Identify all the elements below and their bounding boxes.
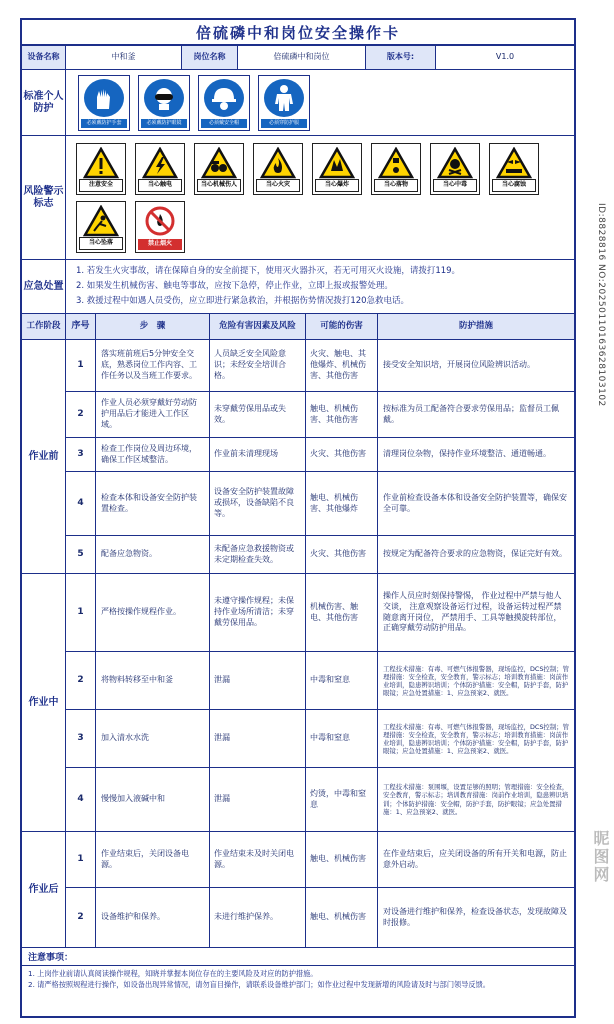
helmet-icon — [204, 79, 244, 117]
risk-sign — [312, 143, 362, 195]
electric-icon — [142, 147, 178, 179]
table-row — [66, 340, 574, 392]
row-hazard: 人员缺乏安全风险意识；未经安全培训合格。 — [210, 340, 306, 391]
risk-sign — [76, 201, 126, 253]
risk-caption: 当心爆炸 — [315, 179, 359, 191]
post-label: 岗位名称 — [182, 46, 238, 69]
row-hazard: 作业结束未及时关闭电源。 — [210, 832, 306, 887]
row-injury: 中毒和窒息 — [306, 710, 378, 767]
row-injury: 触电、机械伤害 — [306, 832, 378, 887]
row-injury: 触电、机械伤害、其他伤害 — [306, 392, 378, 437]
risk-caption: 当心触电 — [138, 179, 182, 191]
row-injury: 中毒和窒息 — [306, 652, 378, 709]
corrosion-icon — [496, 147, 532, 179]
row-step: 设备维护和保养。 — [96, 888, 210, 947]
risk-row — [22, 136, 574, 260]
machinery-icon — [201, 147, 237, 179]
row-measure: 按规定为配备符合要求的应急物资，保证完好有效。 — [383, 549, 567, 559]
row-no: 5 — [66, 536, 96, 573]
risk-sign — [135, 143, 185, 195]
row-step: 作业结束后，关闭设备电源。 — [96, 832, 210, 887]
table-row — [66, 652, 574, 710]
side-id: ID:8828816 NO:20250110163628103102 — [596, 203, 606, 407]
equipment-value: 中和釜 — [66, 46, 182, 69]
row-injury: 灼烫，中毒和窒息 — [306, 768, 378, 831]
safety-card — [20, 18, 576, 1018]
row-step: 加入清水水洗 — [96, 710, 210, 767]
col-no: 序号 — [66, 314, 96, 339]
note-line: 1. 上岗作业前请认真阅读操作规程，知晓并掌握本岗位存在的主要风险及对应的防护措施。 — [28, 969, 318, 978]
risk-sign — [135, 201, 185, 253]
risk-sign — [253, 143, 303, 195]
stage-during — [22, 574, 574, 832]
header-row — [22, 46, 574, 70]
no-fire-icon — [142, 205, 178, 237]
row-injury: 火灾、触电、其他爆炸、机械伤害、其他伤害 — [306, 340, 378, 391]
fall-icon — [83, 205, 119, 237]
row-hazard: 泄漏 — [210, 652, 306, 709]
row-injury: 机械伤害、触电、其他伤害 — [306, 574, 378, 651]
risk-caption: 当心坠落 — [79, 237, 123, 249]
emergency-line: 1. 若发生火灾事故，请在保障自身的安全前提下，使用灭火器扑灭，若无可用灭火设施，请拨打119。 — [76, 266, 461, 277]
risk-caption: 禁止烟火 — [138, 239, 182, 249]
row-no: 1 — [66, 340, 96, 391]
row-hazard: 泄漏 — [210, 768, 306, 831]
row-injury: 触电、机械伤害 — [306, 888, 378, 947]
explosion-icon — [319, 147, 355, 179]
equipment-label: 设备名称 — [22, 46, 66, 69]
row-hazard: 未配备应急救援物资或未定期检查失效。 — [210, 536, 306, 573]
goggles-icon — [144, 79, 184, 117]
row-hazard: 未进行维护保养。 — [210, 888, 306, 947]
emergency-text — [66, 260, 574, 313]
risk-sign — [194, 143, 244, 195]
row-step: 检查工作岗位及周边环境，确保工作区域整洁。 — [96, 438, 210, 471]
table-row — [66, 888, 574, 947]
row-hazard: 未遵守操作规程；未保持作业场所清洁；未穿戴劳保用品。 — [210, 574, 306, 651]
table-row — [66, 536, 574, 573]
row-step: 落实班前班后5分钟安全交底，熟悉岗位工作内容、工作任务以及当班工作要求。 — [96, 340, 210, 391]
table-row — [66, 438, 574, 472]
risk-caption: 当心中毒 — [433, 179, 477, 191]
protective-suit-icon — [264, 79, 304, 117]
row-no: 4 — [66, 472, 96, 535]
col-stage: 工作阶段 — [22, 314, 66, 339]
version-label: 版本号: — [366, 46, 436, 69]
row-measure: 工程技术措施：泵围堰，设置足够的照明；管理措施：安全检查，安全教育，警示标志；培训教育措施：岗前作业培训，隐患辨识培训；个体防护措施：安全帽，防护手套，防护眼镜；应急处置措施：1、应急预案2、就医。 — [383, 782, 569, 816]
row-measure: 按标准为员工配备符合要求劳保用品；监督员工佩戴。 — [383, 403, 559, 424]
ppe-sign-gloves — [78, 75, 130, 131]
risk-sign — [371, 143, 421, 195]
row-step: 慢慢加入液碱中和 — [96, 768, 210, 831]
col-hazard: 危险有害因素及风险 — [210, 314, 306, 339]
row-step: 将物料转移至中和釜 — [96, 652, 210, 709]
row-step: 配备应急物资。 — [96, 536, 210, 573]
risk-signs — [66, 136, 574, 259]
ppe-row — [22, 70, 574, 136]
risk-caption: 当心落物 — [374, 179, 418, 191]
table-row — [66, 768, 574, 831]
row-injury: 火灾、其他伤害 — [306, 536, 378, 573]
ppe-sign-helmet — [198, 75, 250, 131]
table-row — [66, 574, 574, 652]
row-hazard: 未穿戴劳保用品或失效。 — [210, 392, 306, 437]
row-no: 2 — [66, 652, 96, 709]
ppe-sign-goggles — [138, 75, 190, 131]
exclamation-icon — [83, 147, 119, 179]
row-measure: 接受安全知识培，开展岗位风险辨识活动。 — [383, 360, 535, 370]
ppe-caption: 必须戴安全帽 — [201, 119, 247, 128]
row-hazard: 设备安全防护装置故障或损坏，设备缺陷不良等。 — [210, 472, 306, 535]
emergency-label: 应急处置 — [22, 260, 66, 313]
table-row — [66, 472, 574, 536]
risk-caption: 当心腐蚀 — [492, 179, 536, 191]
row-no: 3 — [66, 710, 96, 767]
row-measure: 工程技术措施：有毒、可燃气体报警器，现场监控，DCS控制；管理措施：安全检查，安全教育，警示标志；培训教育措施：岗前作业培训，隐患辨识培训；个体防护措施：安全帽，防护手套，防护眼镜；应急处置措施：1、应急预案2、就医。 — [383, 722, 569, 755]
ppe-label: 标准个人防护 — [22, 70, 66, 135]
row-measure: 工程技术措施：有毒、可燃气体报警器，现场监控，DCS控制；管理措施：安全检查，安全教育，警示标志；培训教育措施：岗前作业培训，隐患辨识培训；个体防护措施：安全帽，防护手套，防护眼镜；应急处置措施：1、应急预案2、就医。 — [383, 664, 569, 697]
row-injury: 火灾、其他伤害 — [306, 438, 378, 471]
row-no: 3 — [66, 438, 96, 471]
ppe-caption: 必须戴防护眼镜 — [141, 119, 187, 128]
row-no: 2 — [66, 392, 96, 437]
col-measure: 防护措施 — [378, 314, 574, 339]
row-step: 作业人员必须穿戴好劳动防护用品后才能进入工作区域。 — [96, 392, 210, 437]
stage-label: 作业后 — [22, 832, 66, 947]
stage-label: 作业前 — [22, 340, 66, 573]
ppe-sign-suit — [258, 75, 310, 131]
note-line: 2. 请严格按照规程进行操作，如设备出现异常情况，请勿盲目操作，请联系设备维护部门；如作业过程中发现新增的风险请及时与部门领导反馈。 — [28, 979, 490, 989]
ppe-caption: 必须戴防护手套 — [81, 119, 127, 128]
row-no: 4 — [66, 768, 96, 831]
emergency-row — [22, 260, 574, 314]
stage-label: 作业中 — [22, 574, 66, 831]
row-measure: 作业前检查设备本体和设备安全防护装置等，确保安全可靠。 — [383, 492, 567, 513]
row-measure: 对设备进行维护和保养，检查设备状态，发现故障及时报修。 — [383, 906, 567, 927]
row-measure: 在作业结束后，应关闭设备的所有开关和电源，防止意外启动。 — [383, 848, 567, 869]
table-header — [22, 314, 574, 340]
gloves-icon — [84, 79, 124, 117]
row-step: 检查本体和设备安全防护装置检查。 — [96, 472, 210, 535]
notes-title: 注意事项： — [22, 948, 574, 966]
version-value: V1.0 — [495, 52, 515, 62]
row-no: 1 — [66, 832, 96, 887]
row-no: 1 — [66, 574, 96, 651]
ppe-caption: 必须穿防护服 — [261, 119, 307, 128]
row-measure: 清理岗位杂物，保持作业环境整洁、通道畅通。 — [383, 449, 551, 459]
row-hazard: 泄漏 — [210, 710, 306, 767]
row-step: 严格按操作规程作业。 — [96, 574, 210, 651]
table-row — [66, 710, 574, 768]
risk-caption: 当心机械伤人 — [197, 179, 241, 191]
col-step: 步 骤 — [96, 314, 210, 339]
post-value: 倍硫磷中和岗位 — [238, 46, 366, 69]
card-title: 倍硫磷中和岗位安全操作卡 — [22, 20, 574, 46]
risk-sign — [76, 143, 126, 195]
poison-icon — [437, 147, 473, 179]
watermark: 昵图网 — [591, 830, 610, 884]
col-injury: 可能的伤害 — [306, 314, 378, 339]
falling-object-icon — [378, 147, 414, 179]
row-hazard: 作业前未清理现场 — [210, 438, 306, 471]
stage-after — [22, 832, 574, 948]
row-measure: 操作人员应时刻保持警惕， 作业过程中严禁与他人交谈， 注意观察设备运行过程，设备运转过程严禁随意离开岗位， 严禁用手、工具等触摸旋转部位，正确穿戴劳动防护用品。 — [383, 590, 562, 633]
emergency-line: 2. 如果发生机械伤害、触电等事故，应按下急停，停止作业，立即上报或报警处理。 — [76, 281, 393, 292]
row-no: 2 — [66, 888, 96, 947]
table-row — [66, 392, 574, 438]
row-injury: 触电、机械伤害、其他爆炸 — [306, 472, 378, 535]
ppe-signs — [66, 70, 574, 135]
table-row — [66, 832, 574, 888]
stage-before — [22, 340, 574, 574]
risk-caption: 当心火灾 — [256, 179, 300, 191]
risk-sign — [430, 143, 480, 195]
emergency-line: 3. 救援过程中如遇人员受伤，应立即进行紧急救治，并根据伤势情况拨打120急救电话。 — [76, 295, 410, 306]
risk-label: 风险警示标志 — [22, 136, 66, 259]
fire-icon — [260, 147, 296, 179]
risk-sign — [489, 143, 539, 195]
notes-body — [22, 966, 574, 994]
risk-caption: 注意安全 — [79, 179, 123, 191]
